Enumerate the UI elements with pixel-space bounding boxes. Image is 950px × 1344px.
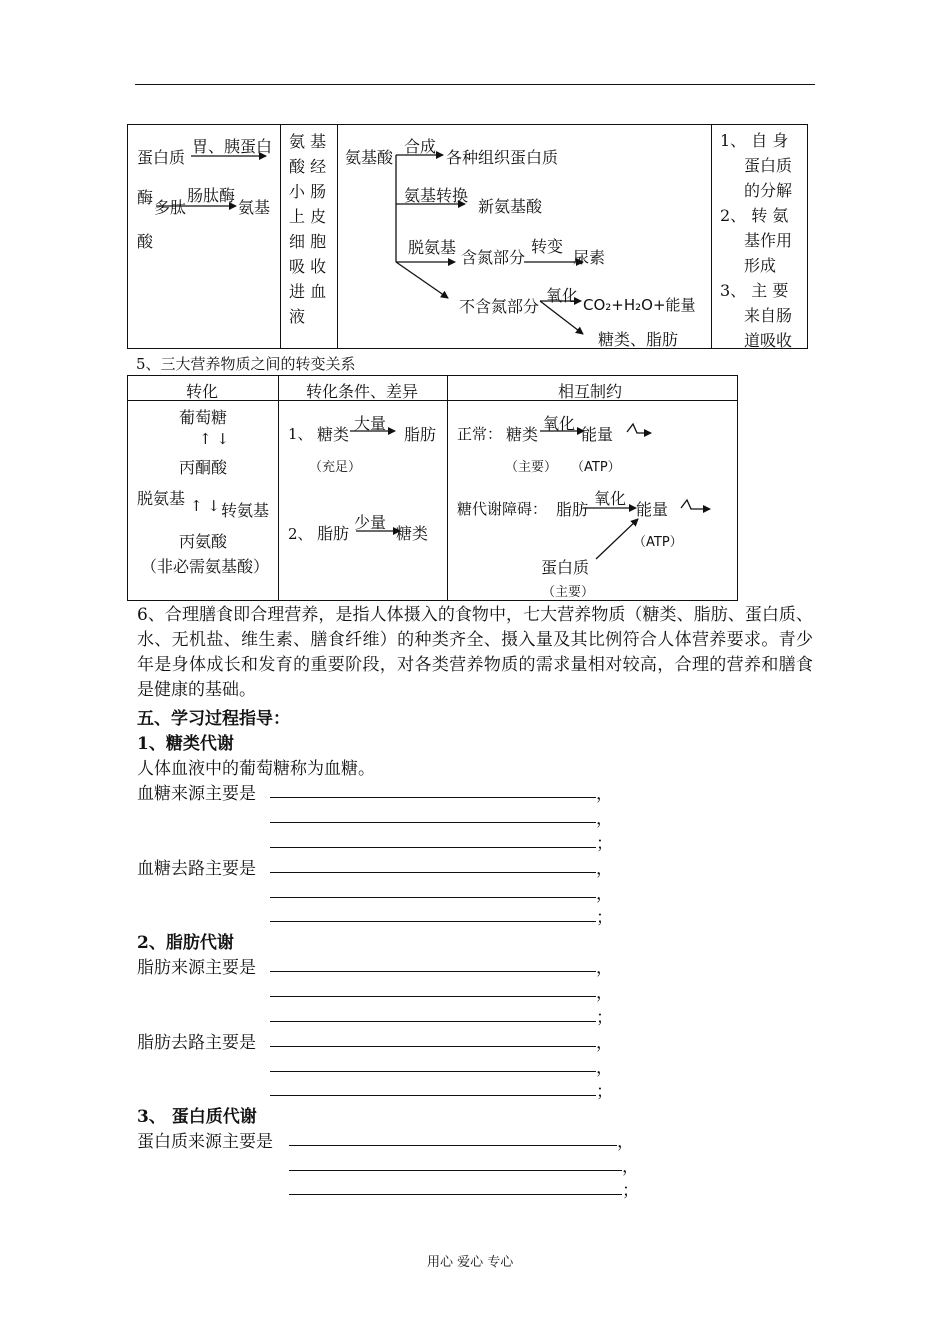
sub1-title: 1、糖类代谢 bbox=[137, 734, 234, 754]
t2-header-constraints: 相互制约 bbox=[558, 382, 623, 401]
t1-c1-amino: 氨基 bbox=[238, 198, 271, 217]
blank-line[interactable] bbox=[270, 996, 596, 997]
t2-c2-sugar: 糖类 bbox=[396, 524, 429, 543]
t2-c1-deamination: 脱氨基 bbox=[137, 489, 186, 508]
t2-c3-normal-energy: 能量 bbox=[581, 425, 614, 444]
t1-c4-line: 来自肠 bbox=[744, 306, 793, 325]
t2-c3-normal-sugar: 糖类 bbox=[506, 425, 539, 444]
semicolon: ； bbox=[596, 1008, 613, 1028]
blank-line[interactable] bbox=[270, 1046, 596, 1047]
comma: ， bbox=[596, 983, 613, 1003]
blank-line[interactable] bbox=[270, 921, 596, 922]
t2-c2-num1: 1、 bbox=[288, 425, 313, 443]
t2-c3-disorder-atp-note: （ATP） bbox=[633, 535, 683, 550]
t2-c3-atp-note: （ATP） bbox=[571, 460, 621, 475]
blood-sugar-dest-label: 血糖去路主要是 bbox=[137, 859, 256, 879]
t1-c4-line: 2、 转 氨 bbox=[720, 206, 789, 225]
comma: ， bbox=[596, 884, 613, 904]
t2-header-conversion: 转化 bbox=[186, 382, 219, 401]
t2-c2-small-amount: 少量 bbox=[354, 513, 387, 532]
blank-line[interactable] bbox=[270, 797, 596, 798]
t1-c3-new-amino-acid: 新氨基酸 bbox=[478, 197, 543, 216]
t2-c3-normal-oxidation: 氧化 bbox=[543, 414, 576, 433]
t2-c3-main-note: （主要） bbox=[505, 460, 558, 475]
protein-source-label: 蛋白质来源主要是 bbox=[137, 1132, 273, 1152]
t1-c3-convert-label: 转变 bbox=[531, 237, 564, 256]
comma: ， bbox=[596, 958, 613, 978]
t2-c2-num2: 2、 bbox=[288, 525, 313, 543]
fat-source-label: 脂肪来源主要是 bbox=[137, 958, 256, 978]
t1-c4-line: 3、 主 要 bbox=[720, 281, 789, 300]
sub3-title: 3、 蛋白质代谢 bbox=[137, 1107, 257, 1127]
blank-line[interactable] bbox=[270, 1021, 596, 1022]
t1-c3-urea: 尿素 bbox=[573, 248, 606, 267]
t1-c2-line: 液 bbox=[289, 307, 306, 326]
t1-c1-enzyme-tail: 酶 bbox=[137, 188, 154, 207]
t2-c3-disorder-oxidation: 氧化 bbox=[594, 489, 627, 508]
t2-c1-transamination: 转氨基 bbox=[221, 501, 270, 520]
t1-c3-synthesis-label: 合成 bbox=[404, 137, 437, 156]
blank-line[interactable] bbox=[270, 897, 596, 898]
comma: ， bbox=[617, 1132, 634, 1152]
t1-c1-protein: 蛋白质 bbox=[137, 148, 186, 167]
section-v-title: 五、学习过程指导： bbox=[137, 709, 290, 729]
t2-c1-glucose: 葡萄糖 bbox=[179, 408, 228, 427]
semicolon: ； bbox=[596, 1082, 613, 1102]
comma: ， bbox=[622, 1157, 639, 1177]
semicolon: ； bbox=[622, 1181, 639, 1201]
t2-c2-large-amount: 大量 bbox=[354, 414, 387, 433]
t1-c1-enzyme-label: 胃、胰蛋白 bbox=[192, 137, 273, 156]
t1-c1-polypeptide: 多肽 bbox=[154, 198, 187, 217]
t2-c1-updown-arrows: ↑ ↓ bbox=[190, 497, 220, 515]
sub1-intro: 人体血液中的葡萄糖称为血糖。 bbox=[137, 759, 375, 779]
blank-line[interactable] bbox=[270, 971, 596, 972]
t1-c4-line: 的分解 bbox=[744, 181, 793, 200]
sub2-title: 2、脂肪代谢 bbox=[137, 933, 234, 953]
semicolon: ； bbox=[596, 908, 613, 928]
blank-line[interactable] bbox=[270, 1095, 596, 1096]
paragraph-6: 6、合理膳食即合理营养，是指人体摄入的食物中，七大营养物质（糖类、脂肪、蛋白质、水、无机盐、维生素、膳食纤维）的种类齐全、摄入量及其比例符合人体营养要求。青少年是身体成长和发育的重要阶段，对各类营养物质的需求量相对较高，合理的营养和膳食是健康的基础。 bbox=[137, 605, 813, 700]
blank-line[interactable] bbox=[270, 847, 596, 848]
t1-c4-line: 1、 自 身 bbox=[720, 131, 789, 150]
t1-c2-line: 细 胞 bbox=[289, 232, 327, 251]
t2-c3-protein-main-note: （主要） bbox=[542, 585, 595, 600]
t2-header-conditions: 转化条件、差异 bbox=[306, 382, 419, 401]
comma: ， bbox=[596, 1058, 613, 1078]
t1-c2-line: 吸 收 bbox=[289, 257, 327, 276]
t2-c1-nonessential-note: （非必需氨基酸） bbox=[141, 557, 270, 576]
t1-c2-line: 小 肠 bbox=[289, 182, 327, 201]
blood-sugar-source-label: 血糖来源主要是 bbox=[137, 784, 256, 804]
t1-c3-nitrogen-part: 含氮部分 bbox=[461, 248, 526, 267]
comma: ， bbox=[596, 809, 613, 829]
t2-c2-fat: 脂肪 bbox=[317, 524, 350, 543]
t2-c1-alanine: 丙氨酸 bbox=[179, 532, 228, 551]
fat-dest-label: 脂肪去路主要是 bbox=[137, 1033, 256, 1053]
blank-line[interactable] bbox=[289, 1170, 622, 1171]
t1-c2-line: 上 皮 bbox=[289, 207, 327, 226]
t2-c3-disorder-energy: 能量 bbox=[636, 500, 669, 519]
t1-c4-line: 道吸收 bbox=[744, 331, 793, 350]
t1-c3-sugar-fat: 糖类、脂肪 bbox=[598, 330, 679, 349]
comma: ， bbox=[596, 784, 613, 804]
t2-c2-sufficient-note: （充足） bbox=[309, 460, 362, 475]
t2-c2-sugar: 糖类 bbox=[317, 425, 350, 444]
blank-line[interactable] bbox=[289, 1145, 617, 1146]
t1-c4-line: 基作用 bbox=[744, 231, 793, 250]
t1-c3-oxidation-label: 氧化 bbox=[546, 286, 579, 305]
t1-c2-line: 氨 基 bbox=[289, 132, 327, 151]
page-footer: 用心 爱心 专心 bbox=[427, 1255, 514, 1270]
t1-c2-line: 进 血 bbox=[289, 282, 327, 301]
t1-c1-acid: 酸 bbox=[137, 232, 154, 251]
blank-line[interactable] bbox=[289, 1194, 622, 1195]
t2-c3-disorder-prefix: 糖代谢障碍： bbox=[457, 500, 548, 518]
t1-c3-tissue-protein: 各种组织蛋白质 bbox=[446, 148, 559, 167]
t1-c3-transamination-label: 氨基转换 bbox=[404, 186, 469, 205]
t2-c1-pyruvate: 丙酮酸 bbox=[179, 458, 228, 477]
t2-c3-protein: 蛋白质 bbox=[541, 558, 590, 577]
blank-line[interactable] bbox=[270, 822, 596, 823]
t2-c3-normal-prefix: 正常： bbox=[457, 425, 503, 443]
blank-line[interactable] bbox=[270, 872, 596, 873]
t1-c1-peptidase: 肠肽酶 bbox=[187, 186, 236, 205]
t2-c1-updown-arrows: ↑ ↓ bbox=[199, 430, 229, 448]
t1-c4-line: 形成 bbox=[744, 256, 777, 275]
blank-line[interactable] bbox=[270, 1071, 596, 1072]
section-5-title: 5、三大营养物质之间的转变关系 bbox=[136, 355, 356, 373]
comma: ， bbox=[596, 859, 613, 879]
t1-c4-line: 蛋白质 bbox=[744, 156, 793, 175]
semicolon: ； bbox=[596, 834, 613, 854]
comma: ， bbox=[596, 1033, 613, 1053]
t1-c3-co2-water-energy: CO₂+H₂O+能量 bbox=[583, 296, 696, 314]
t2-c2-fat: 脂肪 bbox=[404, 425, 437, 444]
t1-c3-deamination-label: 脱氨基 bbox=[408, 238, 457, 257]
t1-c3-amino-acid: 氨基酸 bbox=[345, 148, 394, 167]
t1-c3-non-nitrogen-part: 不含氮部分 bbox=[459, 297, 540, 316]
t2-c3-disorder-fat: 脂肪 bbox=[556, 500, 589, 519]
t1-c2-line: 酸 经 bbox=[289, 157, 327, 176]
